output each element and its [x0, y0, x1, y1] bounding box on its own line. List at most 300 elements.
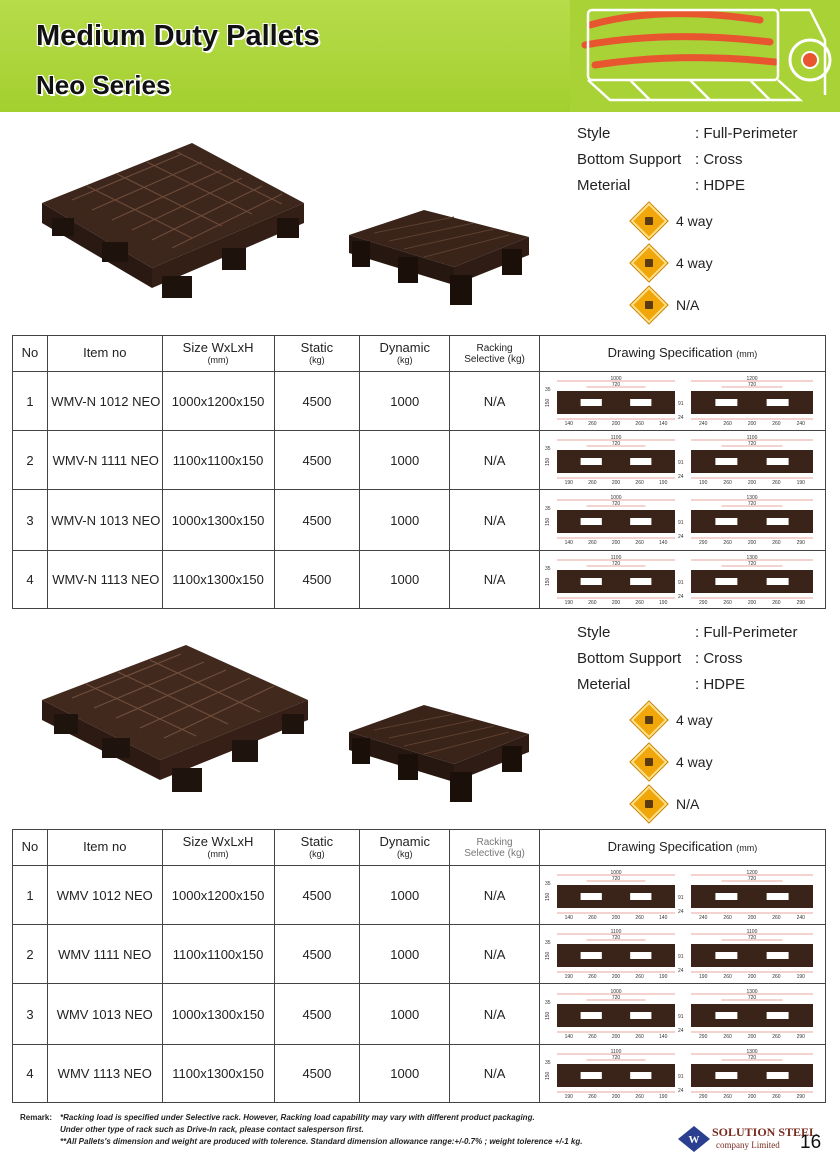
pallet-deck: [691, 885, 813, 890]
dimension-label: 200: [612, 421, 621, 427]
dimension-label: 190: [659, 480, 668, 486]
side-dimension-label: 150: [545, 517, 552, 526]
pallet-opening: [631, 458, 652, 465]
dimension-label: 140: [565, 540, 574, 546]
pallet-body: [691, 890, 813, 904]
col-header-drawing: [539, 830, 825, 866]
col-header-size-label: Size WxLxH: [182, 834, 254, 850]
dimension-total-label: 1200: [746, 376, 759, 382]
cell-item: WMV-N 1013 NEO: [47, 490, 162, 551]
dimension-label: 190: [565, 480, 574, 486]
side-dimension-label: 150: [545, 892, 552, 901]
pallet-base: [557, 904, 675, 908]
dimension-label: 200: [748, 1093, 757, 1100]
pallet-body: [691, 1069, 813, 1083]
side-dimension-label: 150: [545, 951, 552, 960]
side-dimension-label: 91: [678, 1014, 685, 1020]
dimension-label: 260: [635, 974, 645, 980]
spec-value: : Cross: [695, 649, 743, 667]
side-dimension-label: 35: [545, 881, 552, 887]
pallet-opening: [767, 952, 789, 959]
dimension-total-label: 1000: [610, 376, 623, 382]
pallet-opening: [631, 518, 652, 525]
cell-drawing: [539, 925, 825, 984]
pallet-body: [557, 949, 675, 963]
spec-row: [577, 146, 798, 172]
side-dimension-label: 35: [545, 446, 552, 452]
side-dimension-label: 91: [678, 579, 685, 586]
cell-item: WMV-N 1111 NEO: [47, 431, 162, 490]
access-label: N/A: [676, 297, 700, 313]
access-row: [630, 783, 713, 825]
cell-no: 1: [13, 372, 48, 431]
drawing-specification: [541, 375, 823, 427]
cell-item: WMV 1013 NEO: [47, 984, 162, 1045]
col-header-dynamic: [360, 830, 450, 866]
header-banner: [0, 0, 840, 112]
table-row: [13, 984, 826, 1045]
dimension-label: 200: [748, 540, 757, 546]
dimension-total-label: 1100: [611, 929, 622, 935]
col-header-drawing-unit: (mm): [736, 349, 758, 360]
cell-size: 1100x1100x150: [162, 431, 274, 490]
pallet-body: [691, 396, 813, 410]
pallet-opening: [716, 893, 738, 900]
side-dimension-label: 35: [545, 565, 552, 572]
cell-size: 1100x1300x150: [162, 551, 274, 609]
col-header-item: Item no: [47, 336, 162, 372]
dimension-label: 190: [699, 974, 708, 980]
pallet-opening: [631, 1072, 652, 1079]
col-header-racking: [450, 336, 540, 372]
col-header-drawing-unit: (mm): [736, 843, 758, 854]
table-row: [13, 372, 826, 431]
side-dimension-label: 24: [678, 593, 685, 600]
rack-icon: [631, 287, 668, 324]
access-row: [630, 741, 713, 783]
drawing-specification: [541, 869, 823, 921]
pallet-body: [691, 949, 813, 963]
side-dimension-label: 35: [545, 1059, 552, 1066]
cell-static: 4500: [274, 866, 360, 925]
drawing-specification: [541, 988, 823, 1040]
col-header-size-unit: (mm): [207, 848, 229, 859]
access-label: 4 way: [676, 712, 713, 728]
cell-no: 4: [13, 1045, 48, 1103]
cell-racking: N/A: [450, 490, 540, 551]
drawing-specification: [541, 1048, 823, 1100]
dimension-label: 260: [723, 599, 733, 606]
dimension-label: 260: [723, 1093, 733, 1100]
cell-drawing: [539, 372, 825, 431]
access-row: [630, 200, 713, 242]
access-row: [630, 284, 713, 326]
cell-item: WMV 1012 NEO: [47, 866, 162, 925]
pallet-base: [557, 589, 675, 593]
dimension-mid-label: 720: [748, 1054, 757, 1061]
cell-dynamic: 1000: [360, 1045, 450, 1103]
pallet-body: [557, 1069, 675, 1083]
cell-no: 4: [13, 551, 48, 609]
drawing-specification: [541, 494, 823, 546]
spec-label: Meterial: [577, 176, 631, 194]
forklift-pallet-artwork: [570, 0, 840, 112]
pallet-deck: [557, 450, 675, 455]
dimension-total-label: 1100: [747, 435, 758, 441]
cell-item: WMV-N 1113 NEO: [47, 551, 162, 609]
pallet-opening: [767, 399, 789, 406]
spec-value: : Cross: [695, 150, 743, 168]
pallet-opening: [581, 952, 602, 959]
dimension-mid-label: 720: [748, 560, 757, 567]
dimension-label: 260: [772, 540, 782, 546]
pallet-deck: [557, 570, 675, 575]
dimension-label: 140: [659, 540, 668, 546]
dimension-label: 190: [565, 599, 574, 606]
pallet-photo-large: [32, 138, 312, 303]
pallet-deck: [691, 570, 813, 575]
dimension-label: 260: [635, 1034, 645, 1040]
pallet-opening: [716, 399, 738, 406]
dimension-total-label: 1000: [610, 495, 623, 501]
dimension-mid-label: 720: [748, 382, 757, 388]
spec-row: [577, 619, 798, 645]
side-dimension-label: 24: [678, 909, 685, 915]
col-header-racking-sub: Selective (kg): [464, 847, 525, 859]
pallet-photo-small: [344, 700, 534, 810]
cell-size: 1000x1200x150: [162, 866, 274, 925]
pallet-body: [557, 1009, 675, 1023]
pallet-body: [557, 575, 675, 589]
dimension-label: 260: [723, 480, 733, 486]
dimension-label: 260: [635, 480, 645, 486]
cell-drawing: [539, 1045, 825, 1103]
col-header-dynamic: [360, 336, 450, 372]
side-dimension-label: 24: [678, 415, 685, 421]
cell-size: 1000x1300x150: [162, 984, 274, 1045]
dimension-label: 260: [635, 540, 645, 546]
dimension-label: 260: [723, 421, 733, 427]
pallet-photo-small: [344, 205, 534, 313]
dimension-mid-label: 720: [748, 935, 757, 941]
col-header-racking-label: Racking: [476, 342, 513, 354]
pallet-base: [691, 904, 813, 908]
col-header-static-label: Static: [300, 834, 334, 850]
spec-label: Style: [577, 124, 611, 142]
cell-dynamic: 1000: [360, 431, 450, 490]
side-dimension-label: 24: [678, 968, 685, 974]
dimension-total-label: 1100: [611, 435, 622, 441]
dimension-label: 260: [772, 1034, 782, 1040]
spec-row: [577, 671, 798, 697]
pallet-base: [691, 589, 813, 593]
dimension-label: 190: [565, 1093, 574, 1100]
pallet-opening: [581, 1012, 602, 1019]
rack-icon: [631, 786, 668, 823]
access-label: N/A: [676, 796, 700, 812]
table-row: [13, 490, 826, 551]
cell-no: 1: [13, 866, 48, 925]
pallet-body: [557, 455, 675, 469]
side-dimension-label: 35: [545, 940, 552, 946]
pallet-opening: [767, 458, 789, 465]
cell-drawing: [539, 984, 825, 1045]
dimension-mid-label: 720: [612, 441, 621, 447]
dimension-label: 260: [723, 915, 733, 921]
cell-racking: N/A: [450, 431, 540, 490]
cell-item: WMV 1111 NEO: [47, 925, 162, 984]
dimension-label: 260: [635, 599, 645, 606]
dimension-label: 260: [723, 540, 733, 546]
dimension-label: 200: [612, 1034, 621, 1040]
pallet-opening: [767, 578, 789, 585]
spec-value: : HDPE: [695, 675, 746, 693]
cell-no: 3: [13, 490, 48, 551]
access-label: 4 way: [676, 213, 713, 229]
pallet-opening: [581, 518, 602, 525]
cell-static: 4500: [274, 431, 360, 490]
dimension-label: 190: [659, 974, 668, 980]
cell-drawing: [539, 490, 825, 551]
pallet-opening: [631, 893, 652, 900]
dimension-mid-label: 720: [748, 995, 757, 1001]
col-header-dynamic-label: Dynamic: [379, 834, 431, 850]
table-row: [13, 431, 826, 490]
access-icons: [630, 699, 713, 825]
pallet-opening: [716, 518, 738, 525]
pallet-body: [557, 515, 675, 529]
col-header-size-unit: (mm): [207, 354, 229, 365]
dimension-mid-label: 720: [612, 876, 621, 882]
dimension-label: 240: [797, 421, 806, 427]
cell-dynamic: 1000: [360, 925, 450, 984]
cell-size: 1100x1300x150: [162, 1045, 274, 1103]
forklift-icon: [631, 203, 668, 240]
dimension-label: 260: [772, 974, 782, 980]
cell-item: WMV 1113 NEO: [47, 1045, 162, 1103]
dimension-label: 260: [588, 1093, 598, 1100]
dimension-label: 290: [797, 1034, 806, 1040]
col-header-size-label: Size WxLxH: [182, 340, 254, 356]
specs-block: [577, 619, 798, 697]
pallet-opening: [767, 1012, 789, 1019]
dimension-label: 140: [565, 421, 574, 427]
side-dimension-label: 91: [678, 1073, 685, 1080]
side-dimension-label: 24: [678, 1087, 685, 1094]
cell-drawing: [539, 551, 825, 609]
dimension-mid-label: 720: [748, 501, 757, 507]
col-header-static-unit: (kg): [309, 848, 325, 859]
spec-label: Bottom Support: [577, 649, 682, 667]
pallet-base: [691, 410, 813, 414]
dimension-label: 200: [612, 599, 621, 606]
pallet-opening: [581, 1072, 602, 1079]
cell-drawing: [539, 866, 825, 925]
pallet-base: [557, 1023, 675, 1027]
side-dimension-label: 150: [545, 577, 552, 586]
dimension-label: 200: [748, 915, 757, 921]
dimension-total-label: 1100: [611, 1048, 622, 1055]
col-header-racking: [450, 830, 540, 866]
access-row: [630, 242, 713, 284]
side-dimension-label: 150: [545, 1071, 552, 1080]
pallet-base: [557, 529, 675, 533]
forklift-icon: [631, 702, 668, 739]
spec-value: : HDPE: [695, 176, 746, 194]
cell-static: 4500: [274, 490, 360, 551]
cell-dynamic: 1000: [360, 551, 450, 609]
access-row: [630, 699, 713, 741]
cell-racking: N/A: [450, 984, 540, 1045]
dimension-label: 260: [772, 599, 782, 606]
table-header-row: [13, 830, 826, 866]
pallet-opening: [631, 578, 652, 585]
remark-label: Remark:: [20, 1113, 53, 1122]
pallet-opening: [716, 1072, 738, 1079]
cell-static: 4500: [274, 1045, 360, 1103]
col-header-drawing-label: Drawing Specification: [607, 345, 733, 361]
side-dimension-label: 91: [678, 401, 685, 407]
dimension-label: 260: [635, 421, 645, 427]
dimension-total-label: 1300: [746, 989, 759, 995]
cell-size: 1100x1100x150: [162, 925, 274, 984]
pallet-jack-icon: [631, 245, 668, 282]
pallet-opening: [716, 1012, 738, 1019]
spec-label: Meterial: [577, 675, 631, 693]
dimension-label: 190: [565, 974, 574, 980]
pallet-deck: [557, 944, 675, 949]
dimension-label: 190: [659, 599, 668, 606]
pallet-base: [691, 529, 813, 533]
dimension-label: 200: [748, 480, 757, 486]
pallet-base: [557, 1083, 675, 1087]
dimension-label: 190: [699, 480, 708, 486]
side-dimension-label: 91: [678, 460, 685, 466]
side-dimension-label: 91: [678, 520, 685, 526]
col-header-static-unit: (kg): [309, 354, 325, 365]
pallet-deck: [691, 450, 813, 455]
pallet-deck: [691, 1004, 813, 1009]
dimension-label: 240: [797, 915, 806, 921]
col-header-no: No: [13, 336, 48, 372]
dimension-label: 260: [723, 974, 733, 980]
spec-row: [577, 172, 798, 198]
spec-row: [577, 120, 798, 146]
dimension-label: 190: [797, 480, 806, 486]
dimension-label: 140: [565, 915, 574, 921]
pallet-jack-icon: [631, 744, 668, 781]
cell-static: 4500: [274, 551, 360, 609]
drawing-specification: [541, 554, 823, 606]
side-dimension-label: 91: [678, 895, 685, 901]
page-title: Medium Duty Pallets: [36, 20, 320, 52]
spec-row: [577, 645, 798, 671]
pallet-base: [691, 1083, 813, 1087]
col-header-racking-sub: Selective (kg): [464, 353, 525, 365]
side-dimension-label: 24: [678, 534, 685, 540]
pallet-opening: [716, 578, 738, 585]
access-label: 4 way: [676, 754, 713, 770]
cell-dynamic: 1000: [360, 490, 450, 551]
dimension-label: 190: [797, 974, 806, 980]
cell-no: 2: [13, 925, 48, 984]
dimension-label: 190: [659, 1093, 668, 1100]
table-row: [13, 1045, 826, 1103]
dimension-label: 200: [748, 421, 757, 427]
cell-size: 1000x1200x150: [162, 372, 274, 431]
pallet-opening: [631, 952, 652, 959]
access-icons: [630, 200, 713, 326]
dimension-label: 260: [772, 480, 782, 486]
col-header-drawing-label: Drawing Specification: [607, 839, 733, 855]
cell-no: 3: [13, 984, 48, 1045]
pallet-deck: [691, 944, 813, 949]
dimension-label: 200: [612, 1093, 621, 1100]
dimension-label: 260: [772, 1093, 782, 1100]
dimension-label: 260: [588, 915, 598, 921]
pallet-deck: [691, 510, 813, 515]
pallet-base: [691, 469, 813, 473]
col-header-item: Item no: [47, 830, 162, 866]
dimension-mid-label: 720: [612, 935, 621, 941]
page-subtitle: Neo Series: [36, 70, 171, 100]
cell-static: 4500: [274, 372, 360, 431]
access-label: 4 way: [676, 255, 713, 271]
col-header-dynamic-unit: (kg): [396, 848, 413, 859]
cell-size: 1000x1300x150: [162, 490, 274, 551]
pallet-base: [557, 963, 675, 967]
pallet-base: [557, 469, 675, 473]
dimension-label: 140: [659, 1034, 668, 1040]
pallet-deck: [557, 1064, 675, 1069]
col-header-racking-label: Racking: [476, 836, 513, 848]
dimension-label: 240: [699, 421, 708, 427]
dimension-mid-label: 720: [612, 560, 621, 567]
side-dimension-label: 35: [545, 1000, 552, 1006]
dimension-total-label: 1300: [746, 495, 759, 501]
col-header-drawing: [539, 336, 825, 372]
dimension-label: 200: [612, 480, 621, 486]
dimension-total-label: 1300: [746, 554, 759, 561]
logo-mark-icon: [676, 1124, 712, 1154]
spec-label: Style: [577, 623, 611, 641]
cell-dynamic: 1000: [360, 866, 450, 925]
pallet-photo-large: [36, 640, 316, 800]
dimension-label: 260: [588, 974, 598, 980]
side-dimension-label: 24: [678, 1028, 685, 1034]
dimension-label: 260: [588, 1034, 598, 1040]
dimension-label: 260: [772, 915, 782, 921]
side-dimension-label: 91: [678, 954, 685, 960]
drawing-specification: [541, 928, 823, 980]
dimension-label: 290: [699, 1093, 708, 1100]
pallet-body: [691, 1009, 813, 1023]
col-header-dynamic-label: Dynamic: [379, 340, 431, 356]
cell-racking: N/A: [450, 866, 540, 925]
remark-line: [20, 1112, 582, 1124]
dimension-mid-label: 720: [612, 382, 621, 388]
pallet-opening: [581, 893, 602, 900]
dimension-label: 290: [699, 1034, 708, 1040]
remark-line: Under other type of rack such as Drive-In rack, please contact salesperson first.: [60, 1125, 364, 1134]
dimension-label: 260: [588, 421, 598, 427]
dimension-label: 200: [612, 915, 621, 921]
logo-name: SOLUTION STEEL: [712, 1125, 818, 1139]
dimension-label: 140: [659, 915, 668, 921]
dimension-total-label: 1100: [611, 554, 622, 561]
dimension-label: 200: [612, 540, 621, 546]
remark-line: **All Pallets's dimension and weight are produced with tolerence. Standard dimension allowance range:+/-0.7% ; weight tolerence +/-1 kg.: [60, 1137, 583, 1146]
